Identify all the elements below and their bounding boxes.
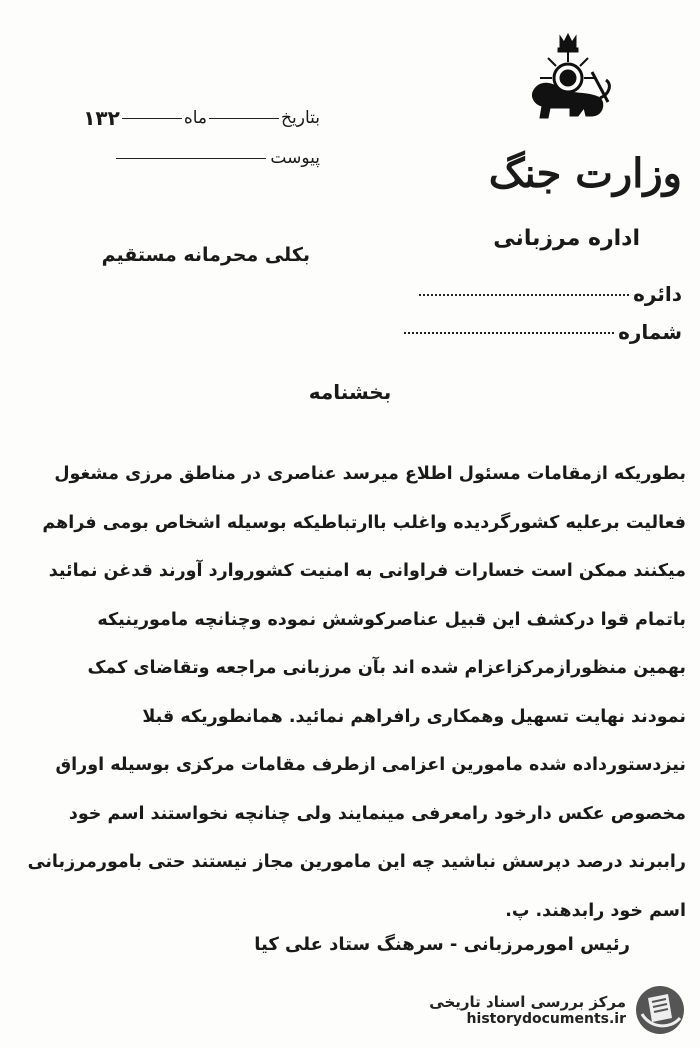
body-line: فعالیت برعلیه کشورگردیده واغلب باارتباطیکه بوسیله اشخاص بومی فراهم (42, 512, 686, 533)
body-line: اسم خود رابدهند. پ. (505, 900, 686, 921)
watermark-title: مرکز بررسی اسناد تاریخی (429, 993, 626, 1011)
body-line: راببرند درصد دپرسش نباشید چه این مامورین مجاز نیستند حتی بامورمرزبانی (27, 852, 686, 872)
annex-field (116, 148, 320, 168)
month-label: ماه (183, 108, 208, 128)
ministry-title: وزارت جنگ (488, 150, 682, 197)
letter-body (16, 450, 686, 935)
watermark-text (429, 993, 626, 1027)
date-label: بتاریخ (281, 108, 320, 128)
month-blank (122, 117, 182, 119)
number-field (404, 320, 682, 344)
body-line: مخصوص عکس دارخود رامعرفی مینمایند ولی چنانچه نخواستند اسم خود (68, 803, 686, 824)
day-blank (209, 117, 279, 119)
body-line: بهمین منظورازمرکزاعزام شده اند بآن مرزبانی مراجعه وتقاضای کمک (87, 658, 686, 678)
number-label: شماره (618, 320, 682, 344)
classification-note: بکلی محرمانه مستقیم (101, 244, 310, 266)
date-field (83, 106, 320, 130)
number-blank (404, 331, 614, 334)
lion-and-sun-emblem (520, 32, 616, 124)
body-line: نیزدستورداده شده مامورین اعزامی ازطرف مقامات مرکزی بوسیله اوراق (55, 755, 686, 775)
division-blank (419, 293, 629, 296)
archive-logo-icon (634, 984, 686, 1036)
watermark (429, 984, 686, 1036)
body-line: باتمام قوا درکشف این قبیل عناصرکوشش نموده وچنانچه مامورینیکه (97, 609, 686, 630)
document-title: بخشنامه (308, 380, 392, 404)
division-label: دائره (633, 282, 682, 306)
body-line: بطوریکه ازمقامات مسئول اطلاع میرسد عناصری در مناطق مرزی مشغول (54, 464, 686, 484)
watermark-url: historydocuments.ir (466, 1011, 626, 1027)
body-line: نمودند نهایت تسهیل وهمکاری رافراهم نمائید. همانطوریکه قبلا (142, 706, 686, 727)
department-name: اداره مرزبانی (493, 226, 640, 251)
year-value: ۱۳۲ (83, 106, 120, 130)
division-field (419, 282, 682, 306)
annex-blank (116, 157, 266, 159)
signature-line: رئیس امورمرزبانی - سرهنگ ستاد علی کیا (254, 934, 630, 955)
annex-label: پیوست (270, 148, 320, 168)
body-line: میکنند ممکن است خسارات فراوانی به امنیت کشوروارد آورند قدغن نمائید (48, 561, 686, 581)
